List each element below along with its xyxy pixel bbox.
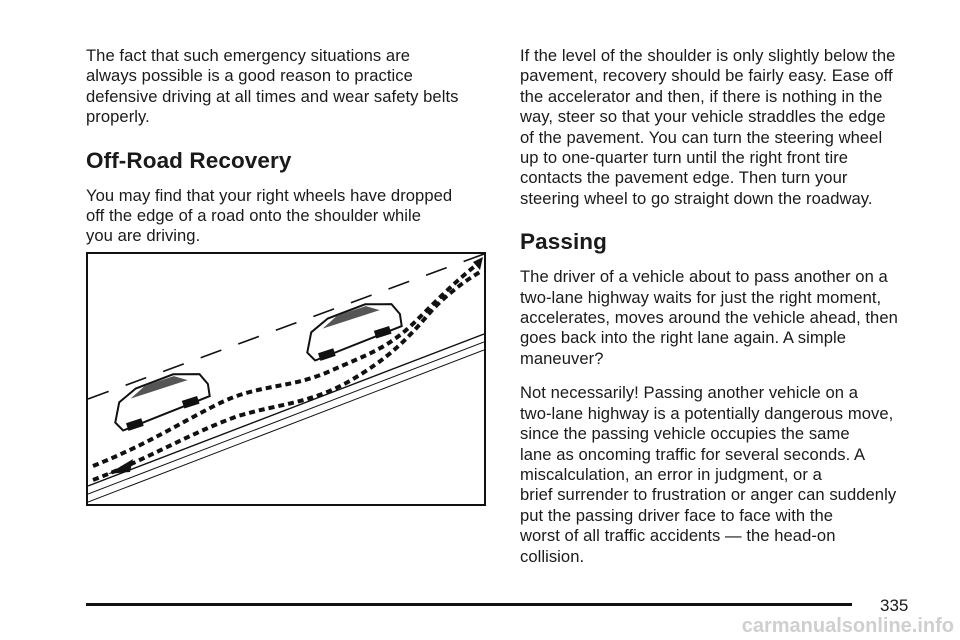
left-column bbox=[86, 46, 494, 261]
intro-paragraph: The fact that such emergency situations are always possible is a good reason to practice defensive driving at all times and wear safety belts properly. bbox=[86, 46, 459, 127]
lane-dash-line bbox=[88, 254, 484, 399]
off-road-recovery-illustration bbox=[86, 252, 486, 506]
page-number: 335 bbox=[880, 596, 909, 615]
watermark: carmanualsonline.info bbox=[741, 615, 954, 637]
car-icon-rear bbox=[107, 365, 214, 434]
recovery-path-2 bbox=[93, 272, 480, 480]
recovery-path bbox=[93, 262, 480, 466]
passing-paragraph-2: Not necessarily! Passing another vehicle on a two-lane highway is a potentially dangerous move, since the passing vehicle occupies the same lane as oncoming traffic for several seconds. A miscalculation, an error in judgment, or a brief surrender to frustration or anger can suddenly put the passing driver face to face with the worst of all traffic accidents — the head-on collision. bbox=[520, 383, 897, 566]
road-drawing bbox=[88, 254, 484, 504]
shoulder-line-2 bbox=[88, 350, 484, 502]
passing-paragraph-1: The driver of a vehicle about to pass another on a two-lane highway waits for just the right moment, accelerates, moves around the vehicle ahead, then goes back into the right lane again. A simple maneuver? bbox=[520, 267, 898, 368]
off-road-paragraph: You may find that your right wheels have dropped off the edge of a road onto the shoulder while you are driving. bbox=[86, 185, 453, 246]
section-heading-passing: Passing bbox=[520, 229, 607, 255]
right-column bbox=[520, 46, 928, 581]
section-heading-off-road-recovery: Off-Road Recovery bbox=[86, 147, 292, 173]
footer-rule bbox=[86, 603, 852, 606]
shoulder-level-paragraph: If the level of the shoulder is only slightly below the pavement, recovery should be fairly easy. Ease off the accelerator and then, if there is nothing in the way, steer so that your vehicle straddles the edge of the pavement. You can turn the steering wheel up to one-quarter turn until the right front tire contacts the pavement edge. Then turn your steering wheel to go straight down the roadway. bbox=[520, 46, 896, 208]
arrow-head-icon bbox=[108, 459, 133, 474]
